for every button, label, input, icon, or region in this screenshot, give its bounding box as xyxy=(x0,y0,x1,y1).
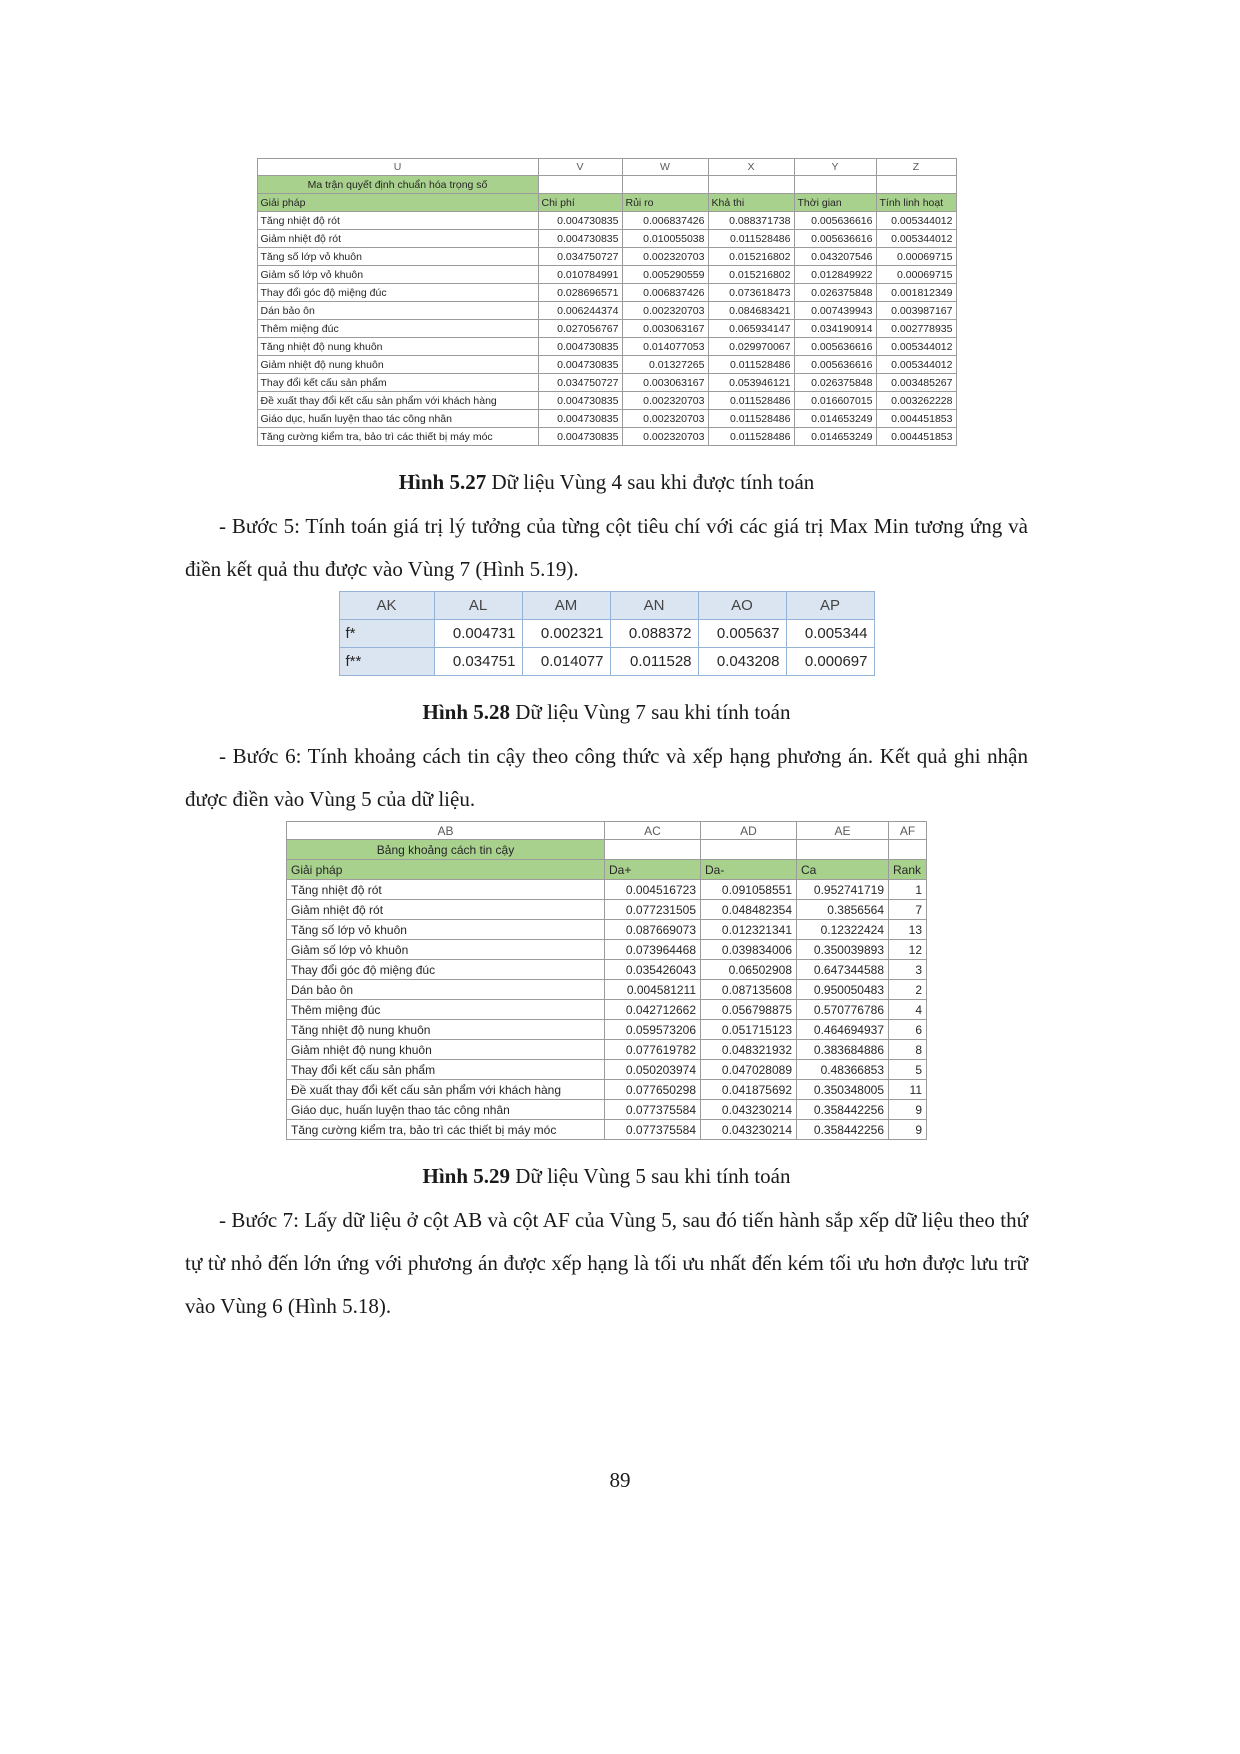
row-label: Giảm nhiệt độ rót xyxy=(257,230,538,248)
figure-caption-text: Dữ liệu Vùng 4 sau khi được tính toán xyxy=(486,470,815,494)
figure-label: Hình 5.29 xyxy=(422,1164,511,1188)
cell-value: 0.011528 xyxy=(610,648,698,676)
row-label: Đề xuất thay đổi kết cấu sản phẩm với khách hàng xyxy=(257,392,538,410)
table-title-row xyxy=(257,176,956,194)
paragraph-step6: - Bước 6: Tính khoảng cách tin cậy theo công thức và xếp hạng phương án. Kết quả ghi nhận được điền vào Vùng 5 của dữ liệu. xyxy=(185,744,1028,811)
cell-value: 0.011528486 xyxy=(708,428,794,446)
column-letter: AK xyxy=(339,592,434,620)
column-letter: AF xyxy=(889,822,927,840)
cell-value: 3 xyxy=(889,960,927,980)
table-vung4 xyxy=(257,158,957,446)
column-letter: AC xyxy=(605,822,701,840)
cell-value: 0.12322424 xyxy=(797,920,889,940)
cell-value: 0.034190914 xyxy=(794,320,876,338)
column-header: Da+ xyxy=(605,860,701,880)
cell-value: 0.350039893 xyxy=(797,940,889,960)
cell-value: 0.005636616 xyxy=(794,230,876,248)
cell-value: 0.004581211 xyxy=(605,980,701,1000)
empty-cell xyxy=(708,176,794,194)
cell-value: 0.00069715 xyxy=(876,248,956,266)
column-letter: U xyxy=(257,159,538,176)
column-letter: AL xyxy=(434,592,522,620)
column-header: Ca xyxy=(797,860,889,880)
cell-value: 0.001812349 xyxy=(876,284,956,302)
table-row xyxy=(287,980,927,1000)
row-label: Tăng nhiệt độ nung khuôn xyxy=(257,338,538,356)
cell-value: 0.004730835 xyxy=(538,392,622,410)
cell-value: 0.004730835 xyxy=(538,212,622,230)
table-body xyxy=(287,880,927,1140)
header-row xyxy=(257,194,956,212)
row-label: Đề xuất thay đổi kết cấu sản phẩm với khách hàng xyxy=(287,1080,605,1100)
cell-value: 0.003262228 xyxy=(876,392,956,410)
cell-value: 9 xyxy=(889,1100,927,1120)
table-row xyxy=(257,302,956,320)
cell-value: 0.073618473 xyxy=(708,284,794,302)
cell-value: 0.004516723 xyxy=(605,880,701,900)
cell-value: 0.005290559 xyxy=(622,266,708,284)
cell-value: 0.570776786 xyxy=(797,1000,889,1020)
column-letter: X xyxy=(708,159,794,176)
table-body xyxy=(339,620,874,676)
table-row xyxy=(257,320,956,338)
table-row xyxy=(257,356,956,374)
table-row xyxy=(257,284,956,302)
figure-caption-text: Dữ liệu Vùng 7 sau khi tính toán xyxy=(510,700,791,724)
cell-value: 0.026375848 xyxy=(794,284,876,302)
cell-value: 0.056798875 xyxy=(701,1000,797,1020)
cell-value: 0.059573206 xyxy=(605,1020,701,1040)
cell-value: 0.350348005 xyxy=(797,1080,889,1100)
cell-value: 0.027056767 xyxy=(538,320,622,338)
figure-caption-528 xyxy=(185,700,1028,725)
column-letter: V xyxy=(538,159,622,176)
cell-value: 0.005636616 xyxy=(794,212,876,230)
cell-value: 0.004730835 xyxy=(538,428,622,446)
cell-value: 0.002320703 xyxy=(622,410,708,428)
cell-value: 0.015216802 xyxy=(708,266,794,284)
cell-value: 0.034750727 xyxy=(538,248,622,266)
table-row xyxy=(287,880,927,900)
cell-value: 0.003063167 xyxy=(622,374,708,392)
row-label: Tăng số lớp vỏ khuôn xyxy=(287,920,605,940)
table-row xyxy=(257,428,956,446)
column-letter: AO xyxy=(698,592,786,620)
cell-value: 0.042712662 xyxy=(605,1000,701,1020)
cell-value: 0.012321341 xyxy=(701,920,797,940)
cell-value: 0.48366853 xyxy=(797,1060,889,1080)
cell-value: 0.00069715 xyxy=(876,266,956,284)
cell-value: 0.014653249 xyxy=(794,410,876,428)
column-header: Rủi ro xyxy=(622,194,708,212)
cell-value: 0.007439943 xyxy=(794,302,876,320)
cell-value: 0.005344012 xyxy=(876,230,956,248)
column-header: Tính linh hoạt xyxy=(876,194,956,212)
table-row xyxy=(257,410,956,428)
cell-value: 0.004730835 xyxy=(538,338,622,356)
empty-cell xyxy=(876,176,956,194)
row-label: Tăng nhiệt độ rót xyxy=(287,880,605,900)
cell-value: 0.003485267 xyxy=(876,374,956,392)
cell-value: 0.004730835 xyxy=(538,410,622,428)
table-row xyxy=(257,230,956,248)
table-row xyxy=(287,1020,927,1040)
cell-value: 0.006837426 xyxy=(622,284,708,302)
row-label: Dán bảo ôn xyxy=(287,980,605,1000)
cell-value: 0.029970067 xyxy=(708,338,794,356)
cell-value: 0.005637 xyxy=(698,620,786,648)
column-letter: AB xyxy=(287,822,605,840)
cell-value: 0.053946121 xyxy=(708,374,794,392)
cell-value: 0.014077 xyxy=(522,648,610,676)
cell-value: 4 xyxy=(889,1000,927,1020)
cell-value: 0.043207546 xyxy=(794,248,876,266)
row-label: Thay đổi góc độ miệng đúc xyxy=(257,284,538,302)
table-row xyxy=(287,1000,927,1020)
cell-value: 0.464694937 xyxy=(797,1020,889,1040)
header-row xyxy=(287,860,927,880)
row-label: Tăng cường kiểm tra, bảo trì các thiết bị máy móc xyxy=(287,1120,605,1140)
cell-value: 0.005344012 xyxy=(876,212,956,230)
table-title: Ma trận quyết định chuẩn hóa trọng số xyxy=(257,176,538,194)
cell-value: 0.050203974 xyxy=(605,1060,701,1080)
row-label: Thay đổi góc độ miệng đúc xyxy=(287,960,605,980)
column-letter-row xyxy=(339,592,874,620)
cell-value: 9 xyxy=(889,1120,927,1140)
column-header: Da- xyxy=(701,860,797,880)
cell-value: 0.077375584 xyxy=(605,1100,701,1120)
cell-value: 0.048482354 xyxy=(701,900,797,920)
row-label: Giảm số lớp vỏ khuôn xyxy=(257,266,538,284)
cell-value: 0.010055038 xyxy=(622,230,708,248)
cell-value: 0.016607015 xyxy=(794,392,876,410)
column-letter: AP xyxy=(786,592,874,620)
table-row xyxy=(257,248,956,266)
table-row xyxy=(257,374,956,392)
cell-value: 0.077231505 xyxy=(605,900,701,920)
cell-value: 0.003987167 xyxy=(876,302,956,320)
table-title-row xyxy=(287,840,927,860)
table-row xyxy=(287,960,927,980)
table-row xyxy=(257,338,956,356)
row-label: Thay đổi kết cấu sản phẩm xyxy=(257,374,538,392)
cell-value: 0.383684886 xyxy=(797,1040,889,1060)
table-row xyxy=(287,900,927,920)
row-label: Giảm nhiệt độ nung khuôn xyxy=(287,1040,605,1060)
cell-value: 0.011528486 xyxy=(708,410,794,428)
cell-value: 0.647344588 xyxy=(797,960,889,980)
cell-value: 0.087669073 xyxy=(605,920,701,940)
cell-value: 0.015216802 xyxy=(708,248,794,266)
cell-value: 0.004451853 xyxy=(876,410,956,428)
row-label: Giáo dục, huấn luyện thao tác công nhân xyxy=(257,410,538,428)
cell-value: 0.034750727 xyxy=(538,374,622,392)
empty-cell xyxy=(538,176,622,194)
table-title: Bảng khoảng cách tin cậy xyxy=(287,840,605,860)
cell-value: 0.358442256 xyxy=(797,1100,889,1120)
cell-value: 0.077375584 xyxy=(605,1120,701,1140)
cell-value: 0.3856564 xyxy=(797,900,889,920)
cell-value: 0.077650298 xyxy=(605,1080,701,1100)
cell-value: 13 xyxy=(889,920,927,940)
page-number: 89 xyxy=(609,1468,631,1492)
column-letter: AN xyxy=(610,592,698,620)
row-label: Dán bảo ôn xyxy=(257,302,538,320)
cell-value: 2 xyxy=(889,980,927,1000)
table-body xyxy=(257,212,956,446)
cell-value: 0.002320703 xyxy=(622,392,708,410)
cell-value: 0.010784991 xyxy=(538,266,622,284)
cell-value: 7 xyxy=(889,900,927,920)
cell-value: 0.06502908 xyxy=(701,960,797,980)
cell-value: 0.005344012 xyxy=(876,356,956,374)
cell-value: 0.002778935 xyxy=(876,320,956,338)
cell-value: 0.041875692 xyxy=(701,1080,797,1100)
cell-value: 0.01327265 xyxy=(622,356,708,374)
cell-value: 0.012849922 xyxy=(794,266,876,284)
cell-value: 6 xyxy=(889,1020,927,1040)
column-letter: Y xyxy=(794,159,876,176)
cell-value: 0.002320703 xyxy=(622,428,708,446)
row-label: Tăng nhiệt độ rót xyxy=(257,212,538,230)
cell-value: 0.952741719 xyxy=(797,880,889,900)
cell-value: 0.014653249 xyxy=(794,428,876,446)
cell-value: 0.084683421 xyxy=(708,302,794,320)
cell-value: 0.003063167 xyxy=(622,320,708,338)
cell-value: 0.005636616 xyxy=(794,356,876,374)
cell-value: 0.043230214 xyxy=(701,1120,797,1140)
cell-value: 11 xyxy=(889,1080,927,1100)
table-row xyxy=(287,1040,927,1060)
table-row xyxy=(287,1100,927,1120)
cell-value: 0.000697 xyxy=(786,648,874,676)
cell-value: 0.043230214 xyxy=(701,1100,797,1120)
cell-value: 0.004731 xyxy=(434,620,522,648)
cell-value: 0.006837426 xyxy=(622,212,708,230)
column-letter: AE xyxy=(797,822,889,840)
cell-value: 0.077619782 xyxy=(605,1040,701,1060)
cell-value: 0.014077053 xyxy=(622,338,708,356)
column-letter-row xyxy=(257,159,956,176)
figure-label: Hình 5.28 xyxy=(422,700,511,724)
row-label: f** xyxy=(339,648,434,676)
paragraph-step5: - Bước 5: Tính toán giá trị lý tưởng của từng cột tiêu chí với các giá trị Max Min tương ứng và điền kết quả thu được vào Vùng 7 (Hình 5.19). xyxy=(185,514,1028,581)
table-row xyxy=(339,648,874,676)
row-label: Thêm miệng đúc xyxy=(287,1000,605,1020)
cell-value: 8 xyxy=(889,1040,927,1060)
row-label: Giảm số lớp vỏ khuôn xyxy=(287,940,605,960)
cell-value: 0.011528486 xyxy=(708,392,794,410)
row-label: Tăng cường kiểm tra, bảo trì các thiết bị máy móc xyxy=(257,428,538,446)
cell-value: 0.006244374 xyxy=(538,302,622,320)
cell-value: 0.004451853 xyxy=(876,428,956,446)
cell-value: 0.035426043 xyxy=(605,960,701,980)
cell-value: 0.065934147 xyxy=(708,320,794,338)
column-header: Thời gian xyxy=(794,194,876,212)
cell-value: 0.091058551 xyxy=(701,880,797,900)
table-vung7 xyxy=(339,591,875,676)
table-row xyxy=(287,920,927,940)
cell-value: 0.043208 xyxy=(698,648,786,676)
row-label: Giảm nhiệt độ nung khuôn xyxy=(257,356,538,374)
column-header: Khả thi xyxy=(708,194,794,212)
table-row xyxy=(287,940,927,960)
cell-value: 0.026375848 xyxy=(794,374,876,392)
column-header: Giải pháp xyxy=(287,860,605,880)
paragraph-step7: - Bước 7: Lấy dữ liệu ở cột AB và cột AF của Vùng 5, sau đó tiến hành sắp xếp dữ liệu theo thứ tự từ nhỏ đến lớn ứng với phương án được xếp hạng là tối ưu nhất đến kém tối ưu hơn được lưu trữ vào Vùng 6 (Hình 5.18). xyxy=(185,1208,1028,1318)
column-header: Rank xyxy=(889,860,927,880)
table-row xyxy=(257,392,956,410)
column-header: Chi phí xyxy=(538,194,622,212)
cell-value: 0.011528486 xyxy=(708,230,794,248)
cell-value: 0.005344 xyxy=(786,620,874,648)
row-label: Tăng nhiệt độ nung khuôn xyxy=(287,1020,605,1040)
row-label: Giáo dục, huấn luyện thao tác công nhân xyxy=(287,1100,605,1120)
column-letter: AM xyxy=(522,592,610,620)
row-label: Thêm miệng đúc xyxy=(257,320,538,338)
cell-value: 0.048321932 xyxy=(701,1040,797,1060)
row-label: Tăng số lớp vỏ khuôn xyxy=(257,248,538,266)
cell-value: 0.087135608 xyxy=(701,980,797,1000)
column-letter: W xyxy=(622,159,708,176)
figure-caption-text: Dữ liệu Vùng 5 sau khi tính toán xyxy=(510,1164,791,1188)
column-letter-row xyxy=(287,822,927,840)
cell-value: 0.004730835 xyxy=(538,230,622,248)
column-letter: Z xyxy=(876,159,956,176)
empty-cell xyxy=(622,176,708,194)
row-label: Thay đổi kết cấu sản phẩm xyxy=(287,1060,605,1080)
table-row xyxy=(257,212,956,230)
cell-value: 0.047028089 xyxy=(701,1060,797,1080)
cell-value: 0.073964468 xyxy=(605,940,701,960)
cell-value: 1 xyxy=(889,880,927,900)
cell-value: 0.039834006 xyxy=(701,940,797,960)
empty-cell xyxy=(701,840,797,860)
cell-value: 0.358442256 xyxy=(797,1120,889,1140)
empty-cell xyxy=(605,840,701,860)
cell-value: 0.088372 xyxy=(610,620,698,648)
cell-value: 0.051715123 xyxy=(701,1020,797,1040)
column-header: Giải pháp xyxy=(257,194,538,212)
table-row xyxy=(287,1120,927,1140)
cell-value: 0.005636616 xyxy=(794,338,876,356)
table-vung5 xyxy=(286,821,927,1140)
empty-cell xyxy=(794,176,876,194)
table-row xyxy=(257,266,956,284)
figure-label: Hình 5.27 xyxy=(398,470,487,494)
cell-value: 0.034751 xyxy=(434,648,522,676)
table-row xyxy=(287,1060,927,1080)
cell-value: 0.028696571 xyxy=(538,284,622,302)
row-label: f* xyxy=(339,620,434,648)
cell-value: 0.005344012 xyxy=(876,338,956,356)
column-letter: AD xyxy=(701,822,797,840)
table-row xyxy=(339,620,874,648)
table-row xyxy=(287,1080,927,1100)
cell-value: 0.002321 xyxy=(522,620,610,648)
cell-value: 12 xyxy=(889,940,927,960)
cell-value: 0.950050483 xyxy=(797,980,889,1000)
row-label: Giảm nhiệt độ rót xyxy=(287,900,605,920)
cell-value: 0.002320703 xyxy=(622,248,708,266)
cell-value: 0.004730835 xyxy=(538,356,622,374)
figure-caption-529 xyxy=(185,1164,1028,1189)
cell-value: 5 xyxy=(889,1060,927,1080)
cell-value: 0.002320703 xyxy=(622,302,708,320)
figure-caption-527 xyxy=(185,470,1028,495)
cell-value: 0.088371738 xyxy=(708,212,794,230)
empty-cell xyxy=(889,840,927,860)
empty-cell xyxy=(797,840,889,860)
cell-value: 0.011528486 xyxy=(708,356,794,374)
